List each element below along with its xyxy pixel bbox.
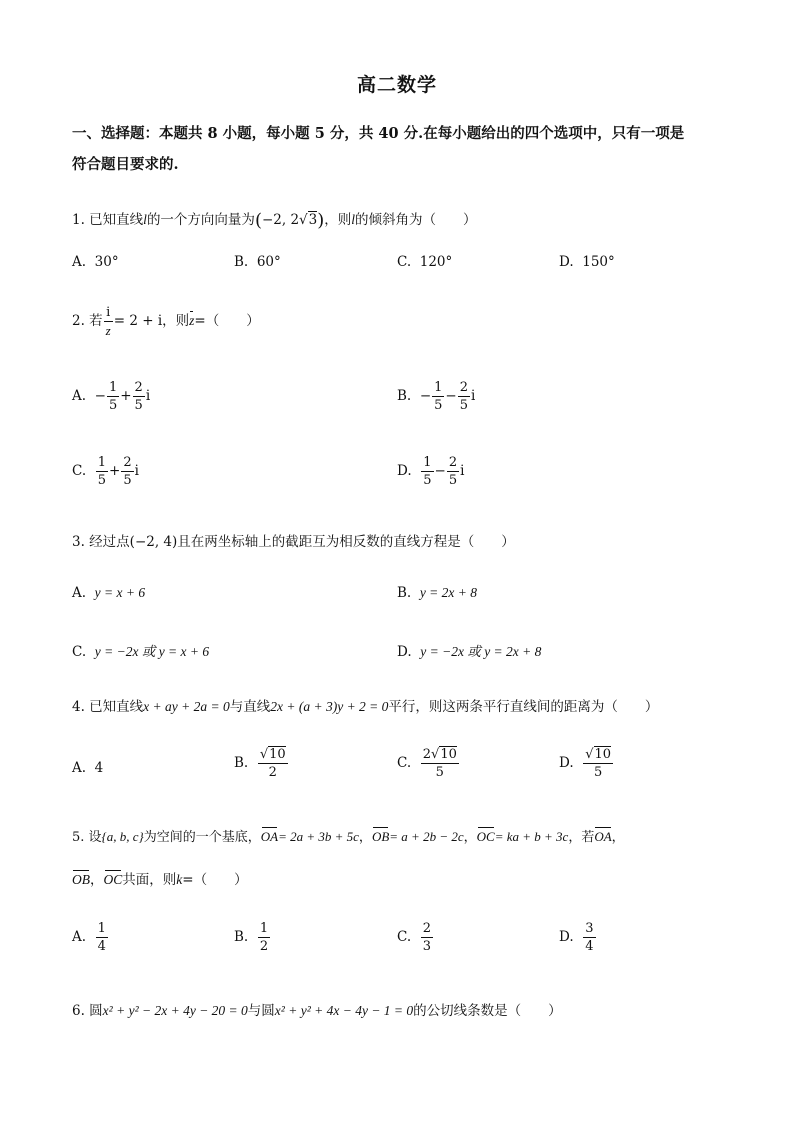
fraction xyxy=(107,381,119,412)
fraction-numerator: 1 xyxy=(423,455,432,470)
q1-option-d[interactable] xyxy=(559,254,615,270)
section-heading-line1: 一、选择题：本题共 8 小题，每小题 5 分，共 40 分.在每小题给出的四个选项中，只有一项是 xyxy=(72,125,685,142)
fraction xyxy=(432,381,444,412)
fraction-numerator: 1 xyxy=(108,380,118,395)
fraction-denominator: 2 xyxy=(268,765,277,780)
option-letter: C. xyxy=(397,929,412,945)
option-text: y = x + 6 xyxy=(94,585,146,600)
fraction-numerator: 3 xyxy=(585,921,594,936)
fraction xyxy=(258,748,288,779)
separator: ， xyxy=(463,830,477,845)
fraction-numerator: √10 xyxy=(585,747,612,762)
option-letter: A. xyxy=(72,929,87,945)
q5-ask: =（ ） xyxy=(182,872,248,888)
fraction-denominator: 5 xyxy=(594,765,603,780)
q1-vector-open: ( xyxy=(254,210,262,231)
operator: − xyxy=(434,463,446,479)
fraction-denominator: 5 xyxy=(108,398,118,413)
option-letter: C. xyxy=(397,755,412,771)
q3-option-a[interactable] xyxy=(72,585,145,601)
q5-option-a[interactable] xyxy=(72,922,109,953)
option-letter: D. xyxy=(397,463,412,479)
q2-option-b[interactable] xyxy=(397,381,475,412)
q1-var-l: l xyxy=(143,212,147,227)
q5-OB-2: OB xyxy=(72,872,90,887)
page-title: 高二数学 xyxy=(356,74,437,96)
fraction-denominator: 5 xyxy=(423,473,432,488)
fraction-denominator: z xyxy=(105,323,111,338)
fraction xyxy=(421,456,433,487)
option-letter: C. xyxy=(397,254,412,270)
option-letter: B. xyxy=(397,585,412,601)
q5-k: k xyxy=(176,872,183,887)
imaginary-unit: i xyxy=(460,463,465,479)
option-letter: C. xyxy=(72,644,87,660)
option-text: 30° xyxy=(94,254,119,270)
q6-tail: 的公切线条数是（ ） xyxy=(413,1003,562,1019)
option-text: y = −2x 或 y = x + 6 xyxy=(94,644,210,659)
q4-tail: 平行，则这两条平行直线间的距离为（ ） xyxy=(388,699,659,715)
fraction xyxy=(458,381,470,412)
q1-vector-body: −2, 2 xyxy=(261,212,300,228)
q2-option-a[interactable] xyxy=(72,381,150,412)
fraction-denominator: 5 xyxy=(435,765,444,780)
fraction xyxy=(421,748,459,779)
q5-prefix: 5. 设 xyxy=(72,830,102,845)
q5-OC-expr: = ka + b + 3c xyxy=(494,829,569,844)
q6-mid: 与圆 xyxy=(247,1003,275,1019)
fraction xyxy=(96,922,108,953)
fraction-numerator: i xyxy=(104,306,113,322)
imaginary-unit: i xyxy=(145,388,151,404)
q2-fraction xyxy=(104,306,113,337)
q2-option-c[interactable] xyxy=(72,456,139,487)
option-letter: D. xyxy=(559,929,574,945)
question-1 xyxy=(72,208,477,231)
fraction-denominator: 4 xyxy=(585,939,594,954)
fraction-denominator: 5 xyxy=(123,473,132,488)
option-letter: B. xyxy=(234,929,249,945)
imaginary-unit: i xyxy=(134,463,139,479)
question-2 xyxy=(72,306,260,337)
fraction xyxy=(96,456,108,487)
q5-OA-2: OA xyxy=(594,829,612,844)
q4-option-a[interactable] xyxy=(72,760,103,776)
question-5-line1 xyxy=(72,826,625,845)
q4-prefix: 4. 已知直线 xyxy=(72,699,144,715)
q1-option-a[interactable] xyxy=(72,254,119,270)
q1-vector-sqrt: 3 xyxy=(308,212,318,228)
sqrt-radicand: 10 xyxy=(594,747,612,762)
separator: ， xyxy=(90,872,104,888)
fraction-denominator: 5 xyxy=(434,398,443,413)
fraction xyxy=(258,922,270,953)
fraction-numerator: 1 xyxy=(434,380,443,395)
fraction xyxy=(121,456,133,487)
q2-prefix: 2. 若 xyxy=(72,313,103,329)
fraction-numerator: 1 xyxy=(259,921,269,936)
q6-circle2: x² + y² + 4x − 4y − 1 = 0 xyxy=(274,1003,414,1018)
q4-mid: 与直线 xyxy=(229,699,271,715)
option-letter: B. xyxy=(397,388,412,404)
fraction-numerator: 2 xyxy=(134,380,143,395)
q3-option-c[interactable] xyxy=(72,640,209,660)
section-heading-line2: 符合题目要求的. xyxy=(72,156,179,173)
fraction xyxy=(583,922,595,953)
q5-OB-expr: = a + 2b − 2c xyxy=(389,829,464,844)
option-letter: A. xyxy=(72,388,87,404)
q1-option-b[interactable] xyxy=(234,254,281,270)
q5-t2: ，若 xyxy=(568,830,595,845)
fraction-denominator: 3 xyxy=(422,939,432,954)
option-letter: A. xyxy=(72,585,87,601)
q1-vector-close: ) xyxy=(317,210,325,231)
option-text: y = −2x 或 y = 2x + 8 xyxy=(420,644,542,659)
sqrt-radicand: 10 xyxy=(440,747,457,762)
q5-option-d[interactable] xyxy=(559,922,597,953)
q2-zbar: z xyxy=(189,313,195,328)
q4-option-c[interactable] xyxy=(397,748,460,779)
q3-option-b[interactable] xyxy=(397,585,477,601)
q2-option-d[interactable] xyxy=(397,456,464,487)
option-letter: A. xyxy=(72,760,87,776)
fraction-numerator: 2 xyxy=(422,921,432,936)
q4-line2: 2x + (a + 3)y + 2 = 0 xyxy=(270,699,389,714)
option-letter: D. xyxy=(559,254,574,270)
q5-OC: OC xyxy=(476,829,495,844)
q5-OC-2: OC xyxy=(103,872,123,887)
coefficient: 2 xyxy=(422,747,432,762)
fraction xyxy=(421,922,433,953)
separator: ， xyxy=(611,830,625,845)
q4-option-d[interactable] xyxy=(559,748,614,779)
fraction-numerator: √10 xyxy=(259,747,286,762)
option-text: 60° xyxy=(256,254,281,270)
q1-option-c[interactable] xyxy=(397,254,452,270)
q5-basis: {a, b, c} xyxy=(101,829,144,844)
q5-OA: OA xyxy=(260,829,279,844)
q1-var-l-2: l xyxy=(351,212,356,227)
q1-sqrt-sign: √ xyxy=(299,212,308,228)
q5-OA-expr: = 2a + 3b + 5c xyxy=(278,829,359,844)
option-letter: B. xyxy=(234,755,249,771)
separator: ， xyxy=(358,830,372,845)
operator: − xyxy=(445,388,457,404)
option-letter: A. xyxy=(72,254,87,270)
fraction-numerator: 1 xyxy=(97,921,106,936)
fraction xyxy=(583,748,613,779)
fraction-numerator: 2 xyxy=(448,455,458,470)
q5-option-b[interactable] xyxy=(234,922,271,953)
question-4 xyxy=(72,695,658,715)
option-text: 120° xyxy=(419,254,453,270)
operator: + xyxy=(120,388,132,404)
fraction xyxy=(447,456,459,487)
fraction-denominator: 4 xyxy=(97,939,106,954)
fraction-denominator: 5 xyxy=(459,398,468,413)
option-text: 4 xyxy=(94,760,104,776)
fraction-denominator: 2 xyxy=(259,939,269,954)
fraction-denominator: 5 xyxy=(97,473,107,488)
q4-line1: x + ay + 2a = 0 xyxy=(143,699,230,714)
q6-circle1: x² + y² − 2x + 4y − 20 = 0 xyxy=(102,1003,248,1018)
fraction-numerator: 2 xyxy=(459,380,468,395)
q2-eq: = 2 + i xyxy=(113,313,163,329)
q3-point: (−2, 4) xyxy=(129,534,178,550)
q5-OB: OB xyxy=(371,829,390,844)
q1-tail1: ，则 xyxy=(324,212,352,228)
option-letter: D. xyxy=(397,644,412,660)
option-text: y = 2x + 8 xyxy=(419,585,478,600)
question-5-line2 xyxy=(72,868,248,888)
q5-option-c[interactable] xyxy=(397,922,434,953)
q3-tail: 且在两坐标轴上的截距互为相反数的直线方程是（ ） xyxy=(177,534,515,550)
q1-prefix: 1. 已知直线 xyxy=(72,212,144,228)
fraction-denominator: 5 xyxy=(134,398,143,413)
option-letter: B. xyxy=(234,254,249,270)
q6-prefix: 6. 圆 xyxy=(72,1003,103,1019)
q3-option-d[interactable] xyxy=(397,640,541,660)
sign: − xyxy=(419,388,432,404)
sign: − xyxy=(94,388,106,404)
q1-mid: 的一个方向向量为 xyxy=(146,212,255,228)
q2-tail2: =（ ） xyxy=(194,313,260,329)
q4-option-b[interactable] xyxy=(234,748,289,779)
option-letter: C. xyxy=(72,463,87,479)
operator: + xyxy=(109,463,121,479)
q5-t1: 为空间的一个基底， xyxy=(143,830,261,845)
fraction-numerator: 1 xyxy=(97,455,107,470)
option-letter: D. xyxy=(559,755,574,771)
imaginary-unit: i xyxy=(471,388,476,404)
question-3 xyxy=(72,530,515,550)
sqrt-radicand: 10 xyxy=(269,747,286,762)
question-6 xyxy=(72,999,562,1019)
fraction-denominator: 5 xyxy=(448,473,458,488)
q1-tail2: 的倾斜角为（ ） xyxy=(355,212,477,228)
q5-line2-tail: 共面，则 xyxy=(122,872,177,888)
option-text: 150° xyxy=(582,254,615,270)
q3-prefix: 3. 经过点 xyxy=(72,534,130,550)
fraction xyxy=(133,381,145,412)
q2-tail: ，则 xyxy=(162,313,190,329)
fraction-numerator: 2 xyxy=(123,455,132,470)
fraction-numerator: 2√10 xyxy=(422,747,457,762)
